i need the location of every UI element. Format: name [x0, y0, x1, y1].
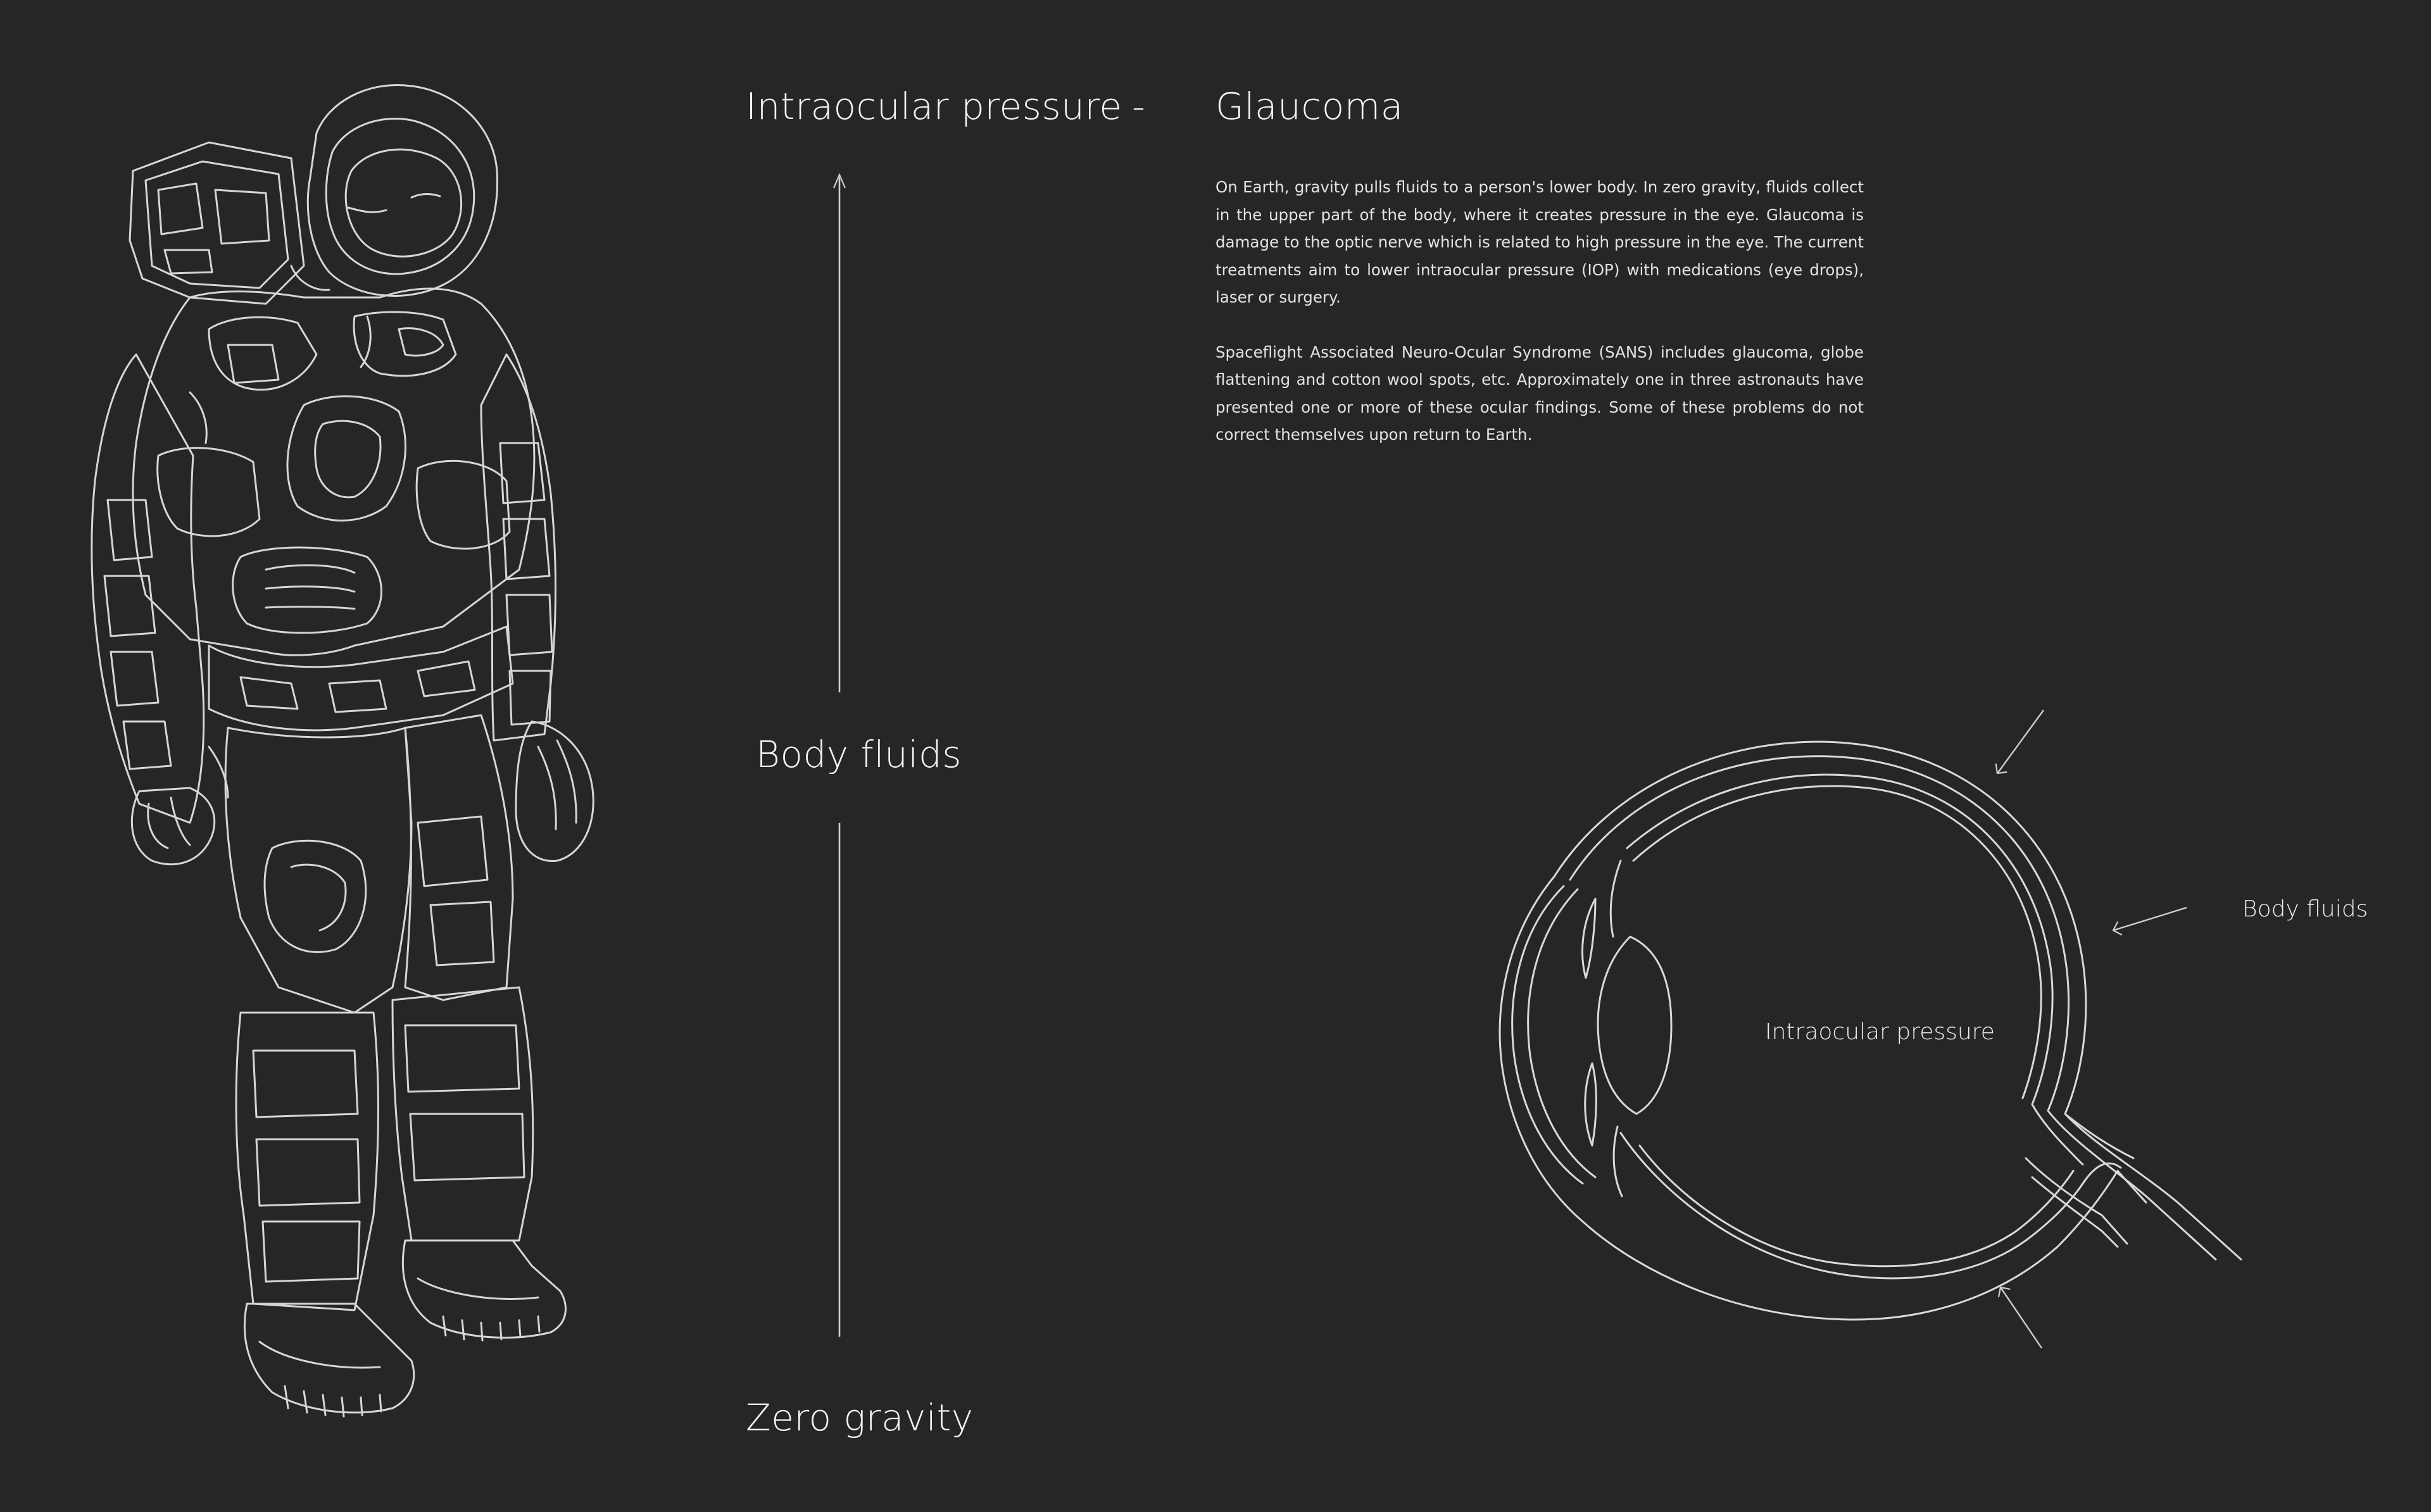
- right-glove: [516, 722, 593, 861]
- eye-label-intraocular-pressure: Intraocular pressure: [1765, 1019, 1995, 1045]
- retina: [1633, 786, 2041, 1098]
- helmet-inner: [326, 118, 474, 273]
- sclera-layer-2: [1570, 756, 2216, 1259]
- title-glaucoma: Glaucoma: [1216, 85, 1404, 128]
- pressure-arrows: [1997, 710, 2187, 1348]
- torso: [133, 289, 534, 655]
- backpack: [130, 142, 304, 304]
- visor: [346, 149, 461, 256]
- left-arm: [92, 354, 204, 823]
- arrow-right: [2113, 908, 2187, 930]
- right-boot: [403, 1240, 565, 1337]
- lens: [1598, 937, 1671, 1114]
- sclera-outer: [1500, 742, 2241, 1320]
- choroid: [1627, 775, 2083, 1165]
- astronaut-illustration: [92, 85, 593, 1416]
- arrow-bottom: [2001, 1287, 2042, 1348]
- axis-label-zero-gravity: Zero gravity: [746, 1396, 974, 1439]
- iris-upper: [1583, 899, 1595, 978]
- left-glove: [132, 788, 214, 865]
- eye-label-body-fluids: Body fluids: [2242, 896, 2368, 922]
- eye-diagram: [1500, 742, 2241, 1320]
- arrow-top: [1997, 710, 2044, 773]
- left-boot: [244, 1304, 413, 1413]
- right-arm: [481, 354, 556, 740]
- upper-legs: [225, 728, 411, 1013]
- iris-lower: [1585, 1063, 1597, 1146]
- description-paragraph-1: On Earth, gravity pulls fluids to a person's lower body. In zero gravity, fluids collect in the upper part of the body, where it creates pressure in the eye. Glaucoma is damage to the optic nerve which is related to high pressure in the eye. The current treatments aim to lower intraocular pressure (IOP) with medications (eye drops), laser or surgery.: [1216, 178, 1864, 306]
- optic-nerve-bottom: [2026, 1158, 2127, 1244]
- title-intraocular-pressure: Intraocular pressure: [746, 85, 1122, 128]
- optic-nerve-top: [2065, 1114, 2133, 1158]
- axis-label-body-fluids: Body fluids: [756, 733, 962, 776]
- body-fluids-axis: [834, 175, 845, 1337]
- description-paragraph-2: Spaceflight Associated Neuro-Ocular Syndrome (SANS) includes glaucoma, globe flattening and cotton wool spots, etc. Approximately one in three astronauts have presented one or more of these ocular findings. Some of these problems do not correct themselves upon return to Earth.: [1216, 342, 1864, 444]
- title-separator: -: [1132, 85, 1146, 128]
- helmet-outline: [308, 85, 497, 296]
